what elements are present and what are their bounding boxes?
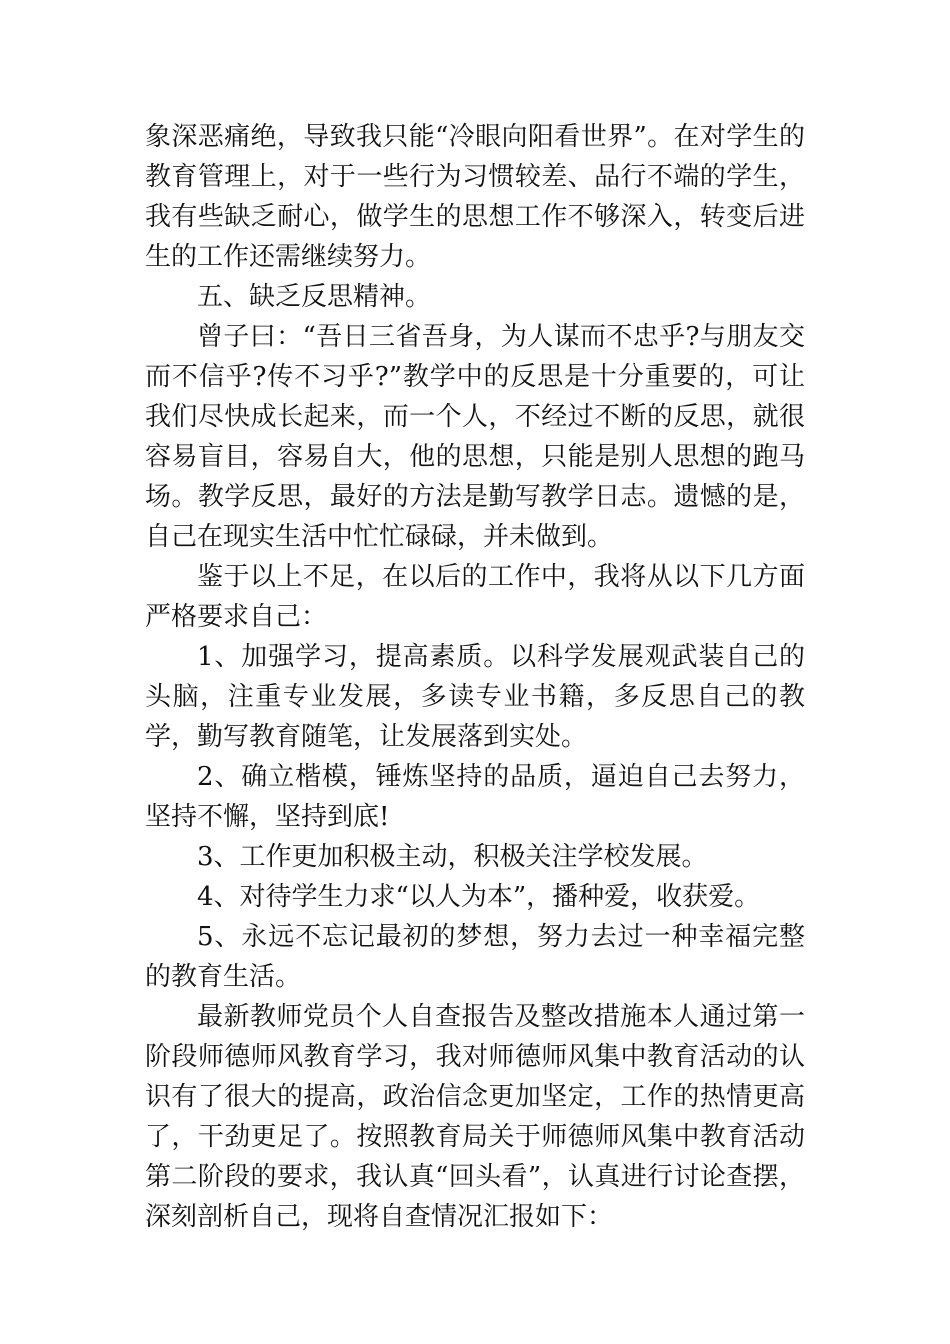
paragraph-zengzi-quote: 曾子曰：“吾日三省吾身，为人谋而不忠乎?与朋友交而不信乎?传不习乎?”教学中的反思是十分重要的，可让我们尽快成长起来，而一个人，不经过不断的反思，就很容易盲目，容易自大，他的思想，只能是别人思想的跑马场。教学反思，最好的方法是勤写教学日志。遗憾的是，自己在现实生活中忙忙碌碌，并未做到。: [145, 322, 805, 552]
document-body: [145, 117, 805, 1237]
paragraph-requirements-intro: 鉴于以上不足，在以后的工作中，我将从以下几方面严格要求自己：: [145, 562, 805, 632]
list-item-5: 5、永远不忘记最初的梦想，努力去过一种幸福完整的教育生活。: [145, 922, 805, 992]
paragraph-continuation: 象深恶痛绝，导致我只能“冷眼向阳看世界”。在对学生的教育管理上，对于一些行为习惯较差、品行不端的学生，我有些缺乏耐心，做学生的思想工作不够深入，转变后进生的工作还需继续努力。: [145, 122, 805, 272]
list-item-1: 1、加强学习，提高素质。以科学发展观武装自己的头脑，注重专业发展，多读专业书籍，多反思自己的教学，勤写教育随笔，让发展落到实处。: [145, 642, 805, 752]
section-heading-reflection: 五、缺乏反思精神。: [197, 282, 432, 312]
list-item-4: 4、对待学生力求“以人为本”，播种爱，收获爱。: [197, 882, 761, 912]
list-item-2: 2、确立楷模，锤炼坚持的品质，逼迫自己去努力，坚持不懈，坚持到底!: [145, 762, 805, 832]
paragraph-self-report-intro: 最新教师党员个人自查报告及整改措施本人通过第一阶段师德师风教育学习，我对师德师风集中教育活动的认识有了很大的提高，政治信念更加坚定，工作的热情更高了，干劲更足了。按照教育局关于师德师风集中教育活动第二阶段的要求，我认真“回头看”，认真进行讨论查摆，深刻剖析自己，现将自查情况汇报如下：: [145, 1002, 805, 1232]
list-item-3: 3、工作更加积极主动，积极关注学校发展。: [197, 842, 708, 872]
